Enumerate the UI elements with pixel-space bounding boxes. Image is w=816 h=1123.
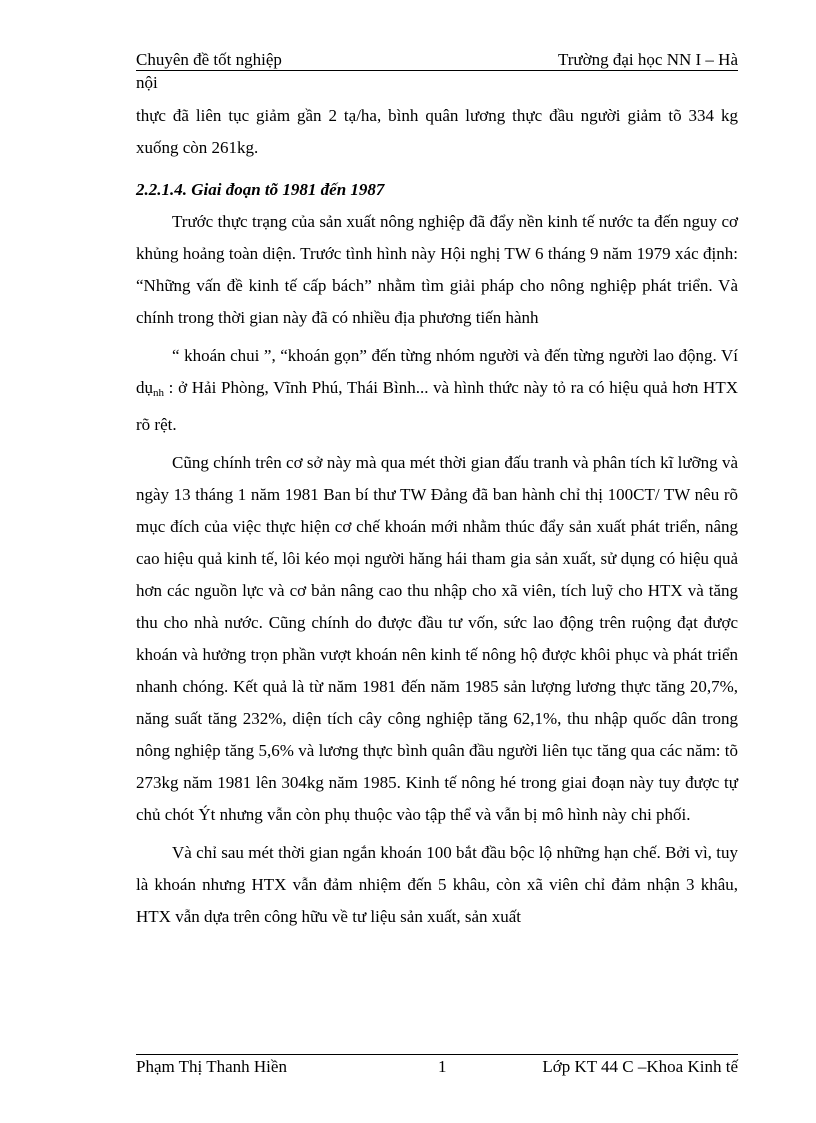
footer-author: Phạm Thị Thanh Hiền	[136, 1057, 287, 1076]
paragraph-5: Và chỉ sau mét thời gian ngắn khoán 100 bắt đầu bộc lộ những hạn chế. Bởi vì, tuy là khoán nhưng HTX vẫn đảm nhiệm đến 5 khâu, còn xã viên chỉ đảm nhận 3 khâu, HTX vẫn dựa trên công hữu về tư liệu sản xuất, sản xuất	[136, 843, 738, 926]
paragraph-3-part-b: : ở Hải Phòng, Vĩnh Phú, Thái Bình... và hình thức này tỏ ra có hiệu quả hơn HTX rõ rệt.	[136, 378, 738, 434]
paragraph-1: thực đã liên tục giảm gần 2 tạ/ha, bình quân lương thực đầu người giảm tõ 334 kg xuống còn 261kg.	[136, 106, 738, 157]
header-right: Trường đại học NN I – Hà	[557, 50, 738, 69]
header-left: Chuyên đề tốt nghiệp	[136, 50, 282, 69]
paragraph-4: Cũng chính trên cơ sở này mà qua mét thời gian đấu tranh và phân tích kĩ lưỡng và ngày 13 tháng 1 năm 1981 Ban bí thư TW Đảng đã ban hành chỉ thị 100CT/ TW nêu rõ mục đích của việc thực hiện cơ chế khoán mới nhằm thúc đẩy sản xuất phát triển, nâng cao hiệu quả kinh tế, lôi kéo mọi người hăng hái tham gia sản xuất, sử dụng có hiệu quả hơn các nguồn lực và cơ bản nâng cao thu nhập cho xã viên, tích luỹ cho HTX và tăng thu cho nhà nước. Cũng chính do được đầu tư vốn, sức lao động trên ruộng đạt được khoán và hưởng trọn phần vượt khoán nên kinh tế nông hộ được khôi phục và phát triển nhanh chóng. Kết quả là từ năm 1981 đến năm 1985 sản lượng lương thực tăng 20,7%, năng suất tăng 232%, diện tích cây công nghiệp tăng 62,1%, thu nhập quốc dân trong nông nghiệp tăng 5,6% và lương thực bình quân đầu người liên tục tăng qua các năm: tõ 273kg năm 1981 lên 304kg năm 1985. Kinh tế nông hé trong giai đoạn này tuy được tự chủ chót Ýt nhưng vẫn còn phụ thuộc vào tập thể và vẫn bị mô hình này chi phối.	[136, 453, 738, 824]
paragraph-3	[136, 340, 738, 441]
section-heading: 2.2.1.4. Giai đoạn tõ 1981 đến 1987	[136, 180, 385, 199]
paragraph-3-part-a: “ khoán chui ”, “khoán gọn” đến từng nhóm người và đến từng người lao động. Ví dụ	[136, 346, 738, 397]
paragraph-2: Trước thực trạng của sản xuất nông nghiệp đã đẩy nền kinh tế nước ta đến nguy cơ khủng hoảng toàn diện. Trước tình hình này Hội nghị TW 6 tháng 9 năm 1979 xác định: “Những vấn đề kinh tế cấp bách” nhằm tìm giải pháp cho nông nghiệp phát triển. Và chính trong thời gian này đã có nhiều địa phương tiến hành	[136, 212, 738, 327]
footer-class: Lớp KT 44 C –Khoa Kinh tế	[542, 1057, 738, 1076]
page-footer	[136, 1054, 738, 1079]
page-number: 1	[438, 1057, 447, 1076]
paragraph-3-subscript: nh	[153, 387, 164, 399]
page-body	[136, 100, 738, 939]
header-continuation: nội	[136, 73, 158, 92]
page-header	[136, 50, 738, 71]
